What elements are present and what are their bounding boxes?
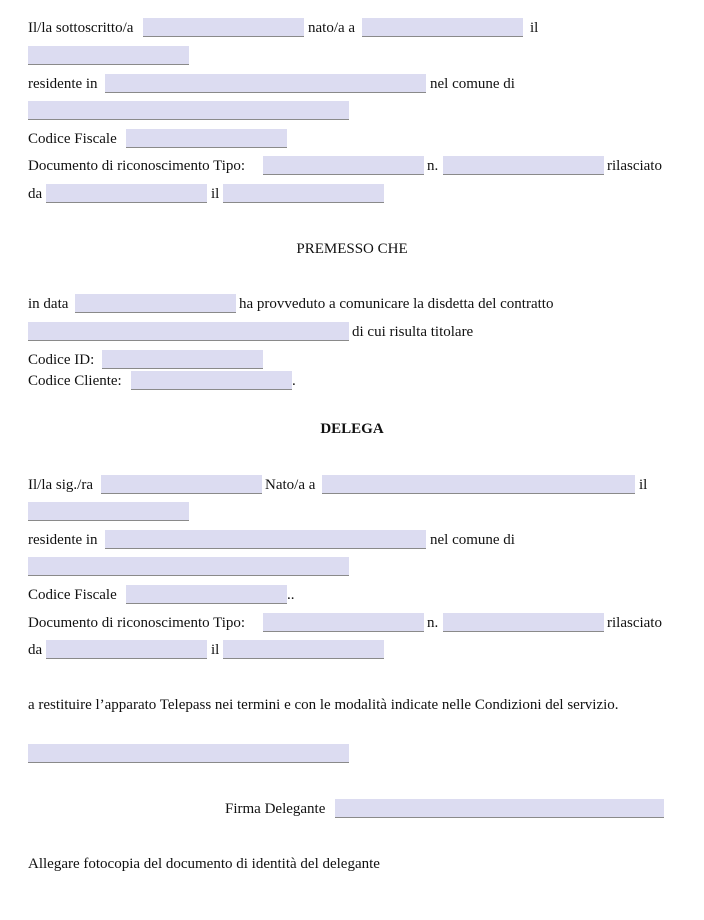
document-number-label: n. <box>427 158 439 174</box>
delegate-codice-fiscale-field[interactable] <box>126 585 287 604</box>
delegate-name-field[interactable] <box>101 475 262 494</box>
premesso-heading: PREMESSO CHE <box>296 241 408 257</box>
delegate-document-number-label: n. <box>427 615 439 631</box>
delegate-nato-label: Nato/a a <box>265 477 316 493</box>
delegate-rilasciato-label: rilasciato <box>607 615 662 631</box>
in-data-label: in data <box>28 296 69 312</box>
restituire-text: a restituire l’apparato Telepass nei termini e con le modalità indicate nelle Condizioni del servizio. <box>28 697 619 713</box>
codice-fiscale-label: Codice Fiscale <box>28 131 117 147</box>
delegate-comune-label: nel comune di <box>430 532 515 548</box>
delegate-codice-fiscale-label: Codice Fiscale <box>28 587 117 603</box>
sottoscritto-name-field[interactable] <box>143 18 304 37</box>
document-number-field[interactable] <box>443 156 604 175</box>
delegate-residente-label: residente in <box>28 532 98 548</box>
codice-cliente-period: . <box>292 373 296 389</box>
delega-heading: DELEGA <box>320 421 384 437</box>
delegate-birthplace-field[interactable] <box>322 475 635 494</box>
issued-by-field[interactable] <box>46 184 207 203</box>
nato-label: nato/a a <box>308 20 356 36</box>
rilasciato-label: rilasciato <box>607 158 662 174</box>
birthplace-field[interactable] <box>362 18 523 37</box>
delegate-da-label: da <box>28 642 43 658</box>
delegate-document-type-label: Documento di riconoscimento Tipo: <box>28 615 246 631</box>
codice-fiscale-field[interactable] <box>126 129 287 148</box>
codice-id-label: Codice ID: <box>28 352 95 368</box>
issue-date-field[interactable] <box>223 184 384 203</box>
delegate-residence-field[interactable] <box>105 530 426 549</box>
document-type-field[interactable] <box>263 156 424 175</box>
place-date-field[interactable] <box>28 744 349 763</box>
comune-label: nel comune di <box>430 76 515 92</box>
allegare-text: Allegare fotocopia del documento di identità del delegante <box>28 856 380 872</box>
residente-label: residente in <box>28 76 98 92</box>
delegate-issue-date-field[interactable] <box>223 640 384 659</box>
delegate-il-label: il <box>639 477 648 493</box>
birthdate-field[interactable] <box>28 46 189 65</box>
sottoscritto-label: Il/la sottoscritto/a <box>28 20 134 36</box>
delegate-issue-date-label: il <box>211 642 220 658</box>
firma-delegante-field[interactable] <box>335 799 664 818</box>
delegate-issued-by-field[interactable] <box>46 640 207 659</box>
codice-cliente-label: Codice Cliente: <box>28 373 122 389</box>
document-type-label: Documento di riconoscimento Tipo: <box>28 158 246 174</box>
delegate-comune-field[interactable] <box>28 557 349 576</box>
disdetta-date-field[interactable] <box>75 294 236 313</box>
delegate-cf-suffix: .. <box>287 587 295 603</box>
comune-field[interactable] <box>28 101 349 120</box>
firma-delegante-label: Firma Delegante <box>225 801 326 817</box>
titolare-text: di cui risulta titolare <box>352 324 474 340</box>
delegate-sig-label: Il/la sig./ra <box>28 477 93 493</box>
codice-id-field[interactable] <box>102 350 263 369</box>
delegate-birthdate-field[interactable] <box>28 502 189 521</box>
da-label: da <box>28 186 43 202</box>
delegate-document-type-field[interactable] <box>263 613 424 632</box>
issue-date-label: il <box>211 186 220 202</box>
codice-cliente-field[interactable] <box>131 371 292 390</box>
provveduto-text: ha provveduto a comunicare la disdetta del contratto <box>239 296 554 312</box>
il-label: il <box>530 20 539 36</box>
residence-field[interactable] <box>105 74 426 93</box>
contract-field[interactable] <box>28 322 349 341</box>
delegate-document-number-field[interactable] <box>443 613 604 632</box>
